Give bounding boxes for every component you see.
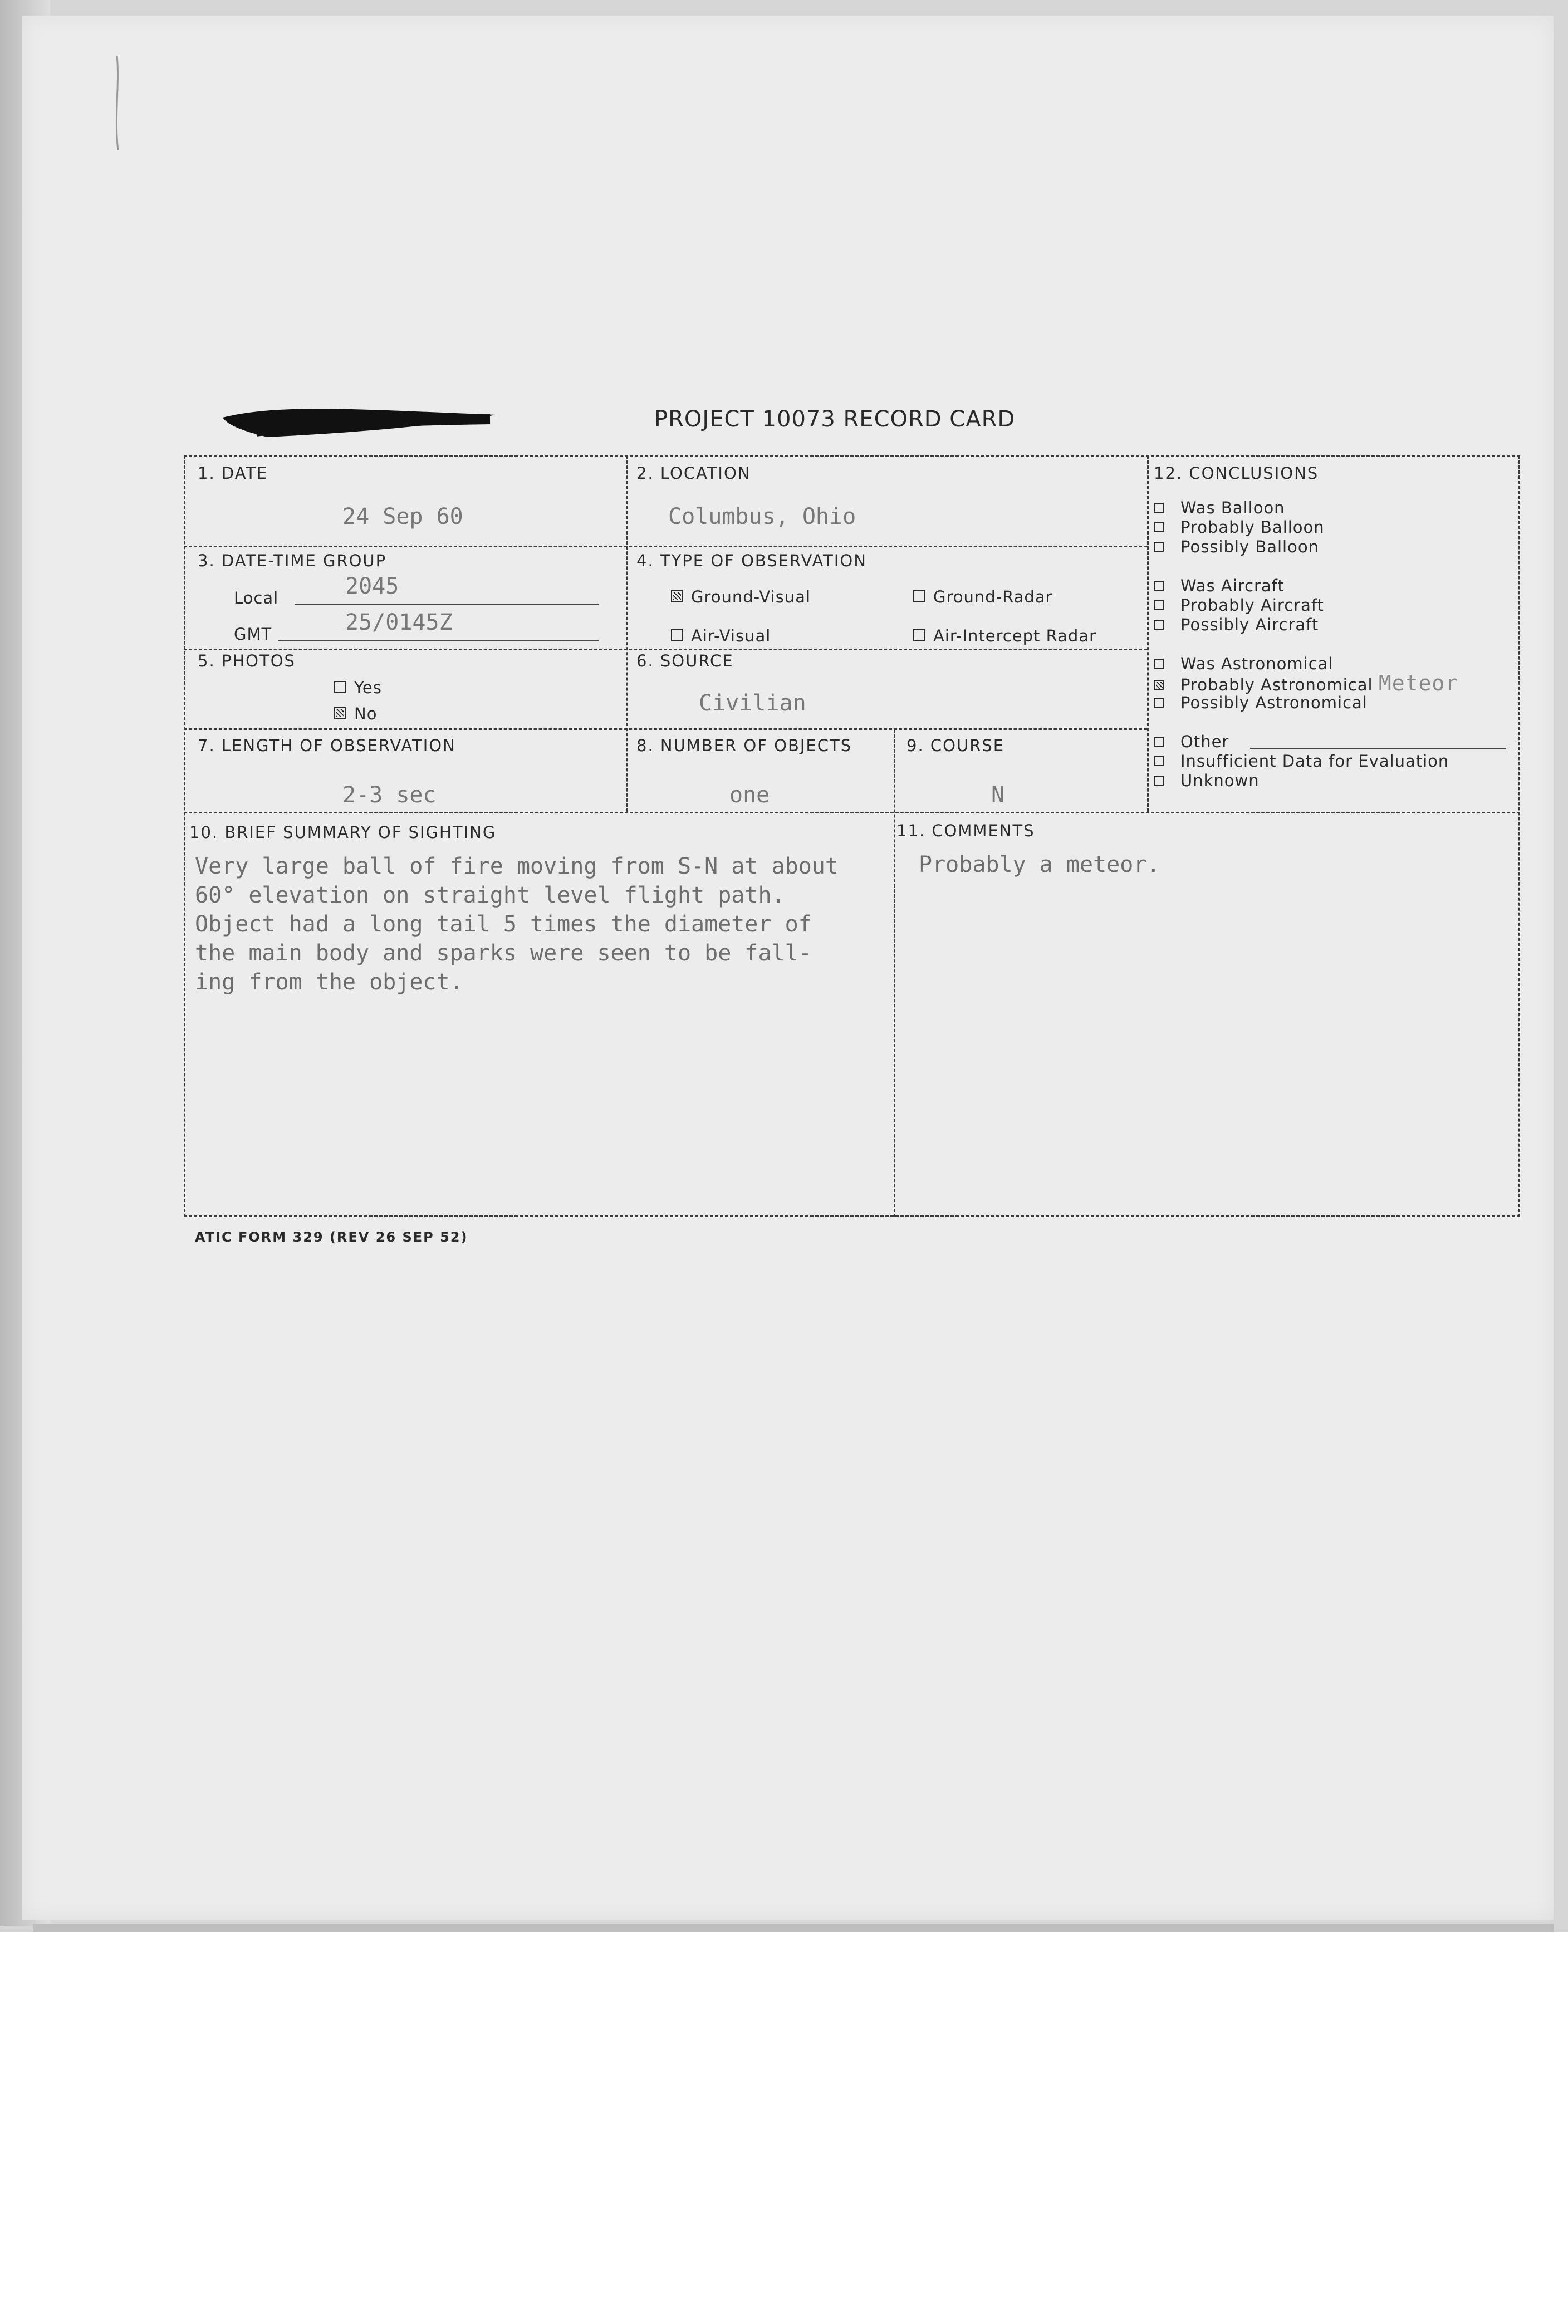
comments-value: Probably a meteor.: [919, 852, 1160, 877]
checkbox-icon: [1154, 698, 1164, 708]
type-option: Ground-Radar: [913, 587, 1053, 606]
checkbox-checked-icon: [671, 590, 683, 602]
local-label: Local: [234, 589, 279, 607]
conclusion-option: Was Balloon: [1154, 498, 1285, 518]
conclusion-option: Was Astronomical: [1154, 654, 1333, 674]
divider: [1147, 455, 1149, 812]
photos-option: Yes: [334, 678, 382, 697]
checkbox-checked-icon: [334, 707, 346, 719]
summary-line: Object had a long tail 5 times the diameter of: [195, 911, 812, 937]
astro-note: Meteor: [1378, 671, 1459, 695]
divider: [184, 546, 1147, 547]
summary-text: [195, 852, 913, 997]
course-value: N: [991, 782, 1005, 808]
summary-label: 10. BRIEF SUMMARY OF SIGHTING: [189, 823, 497, 842]
checkbox-icon: [671, 629, 683, 641]
conclusions-label: 12. CONCLUSIONS: [1154, 464, 1319, 483]
conclusion-option: Was Aircraft: [1154, 576, 1285, 596]
checkbox-icon: [334, 681, 346, 693]
course-label: 9. COURSE: [906, 736, 1005, 755]
conclusion-option: Probably Aircraft: [1154, 596, 1324, 615]
photos-option: No: [334, 704, 377, 723]
conclusion-option: Possibly Aircraft: [1154, 615, 1319, 635]
card-title: PROJECT 10073 RECORD CARD: [654, 406, 1016, 432]
conclusion-option: Possibly Astronomical: [1154, 693, 1368, 713]
date-label: 1. DATE: [198, 464, 268, 483]
summary-line: the main body and sparks were seen to be fall-: [195, 940, 812, 966]
conclusion-option: Unknown: [1154, 771, 1260, 791]
type-label: 4. TYPE OF OBSERVATION: [636, 551, 867, 570]
divider: [184, 649, 1147, 650]
type-option: Ground-Visual: [671, 587, 811, 606]
checkbox-icon: [1154, 737, 1164, 747]
gmt-label: GMT: [234, 625, 272, 644]
dtg-label: 3. DATE-TIME GROUP: [198, 551, 387, 570]
checkbox-icon: [913, 629, 925, 641]
checkbox-icon: [913, 590, 925, 602]
scan-background: [0, 1932, 1568, 2324]
local-value: 2045: [345, 573, 399, 599]
redaction-mark: [212, 393, 507, 443]
paper-mark: [106, 50, 128, 156]
gmt-value: 25/0145Z: [345, 610, 453, 635]
divider: [184, 812, 1520, 813]
checkbox-icon: [1154, 522, 1164, 532]
divider: [184, 728, 1147, 730]
checkbox-icon: [1154, 659, 1164, 669]
photos-label: 5. PHOTOS: [198, 651, 296, 670]
summary-line: Very large ball of fire moving from S-N at about: [195, 854, 839, 879]
conclusion-option: Probably Astronomical Meteor: [1154, 674, 1458, 695]
location-value: Columbus, Ohio: [668, 504, 856, 529]
conclusion-option: Other: [1154, 732, 1229, 752]
other-underline: [1250, 748, 1506, 749]
comments-label: 11. COMMENTS: [896, 821, 1035, 840]
checkbox-icon: [1154, 581, 1164, 591]
conclusion-option: Insufficient Data for Evaluation: [1154, 752, 1449, 771]
type-option: Air-Visual: [671, 626, 771, 645]
checkbox-icon: [1154, 620, 1164, 630]
source-label: 6. SOURCE: [636, 651, 734, 670]
summary-line: 60° elevation on straight level flight path.: [195, 882, 785, 908]
source-value: Civilian: [699, 690, 806, 716]
date-value: 24 Sep 60: [342, 504, 463, 529]
gmt-underline: [278, 640, 599, 641]
conclusion-option: Possibly Balloon: [1154, 537, 1319, 557]
length-label: 7. LENGTH OF OBSERVATION: [198, 736, 456, 755]
number-label: 8. NUMBER OF OBJECTS: [636, 736, 852, 755]
form-id: ATIC FORM 329 (REV 26 SEP 52): [195, 1229, 468, 1245]
location-label: 2. LOCATION: [636, 464, 751, 483]
summary-line: ing from the object.: [195, 969, 463, 995]
conclusion-option: Probably Balloon: [1154, 518, 1325, 537]
local-underline: [295, 604, 599, 605]
checkbox-icon: [1154, 756, 1164, 766]
length-value: 2-3 sec: [342, 782, 437, 808]
divider: [626, 455, 628, 812]
checkbox-icon: [1154, 600, 1164, 610]
number-value: one: [729, 782, 770, 808]
checkbox-icon: [1154, 542, 1164, 552]
type-option: Air-Intercept Radar: [913, 626, 1096, 645]
checkbox-icon: [1154, 776, 1164, 786]
checkbox-checked-icon: [1154, 680, 1164, 690]
checkbox-icon: [1154, 503, 1164, 513]
